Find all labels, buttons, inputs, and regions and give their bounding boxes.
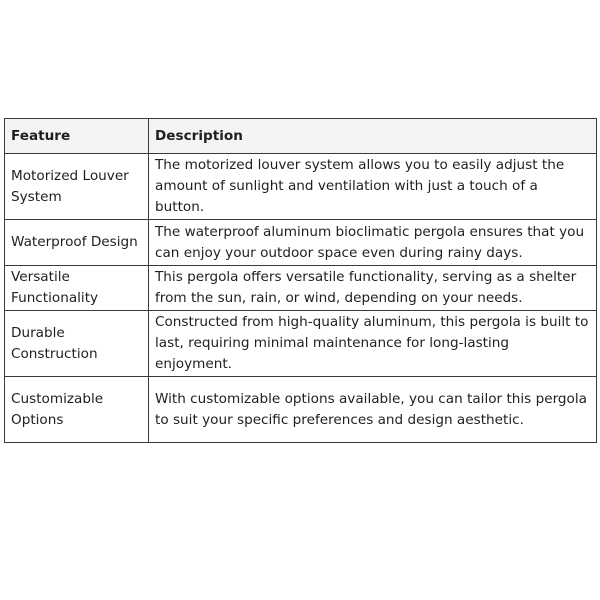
header-feature: Feature (5, 119, 149, 154)
table-row (5, 220, 597, 266)
feature-cell: Motorized Louver System (5, 154, 149, 220)
table-row (5, 154, 597, 220)
description-cell: The waterproof aluminum bioclimatic pergola ensures that you can enjoy your outdoor space even during rainy days. (149, 220, 597, 266)
description-cell: This pergola offers versatile functionality, serving as a shelter from the sun, rain, or wind, depending on your needs. (149, 266, 597, 311)
header-description: Description (149, 119, 597, 154)
table-header-row (5, 119, 597, 154)
feature-table (4, 118, 597, 443)
description-cell: Constructed from high-quality aluminum, this pergola is built to last, requiring minimal maintenance for long-lasting enjoyment. (149, 311, 597, 377)
table-row (5, 377, 597, 443)
description-cell: With customizable options available, you can tailor this pergola to suit your specific preferences and design aesthetic. (149, 377, 597, 443)
table-row (5, 311, 597, 377)
feature-cell: Customizable Options (5, 377, 149, 443)
table-row (5, 266, 597, 311)
feature-cell: Versatile Functionality (5, 266, 149, 311)
feature-cell: Durable Construction (5, 311, 149, 377)
feature-table-container (4, 118, 596, 443)
feature-cell: Waterproof Design (5, 220, 149, 266)
description-cell: The motorized louver system allows you to easily adjust the amount of sunlight and ventilation with just a touch of a button. (149, 154, 597, 220)
